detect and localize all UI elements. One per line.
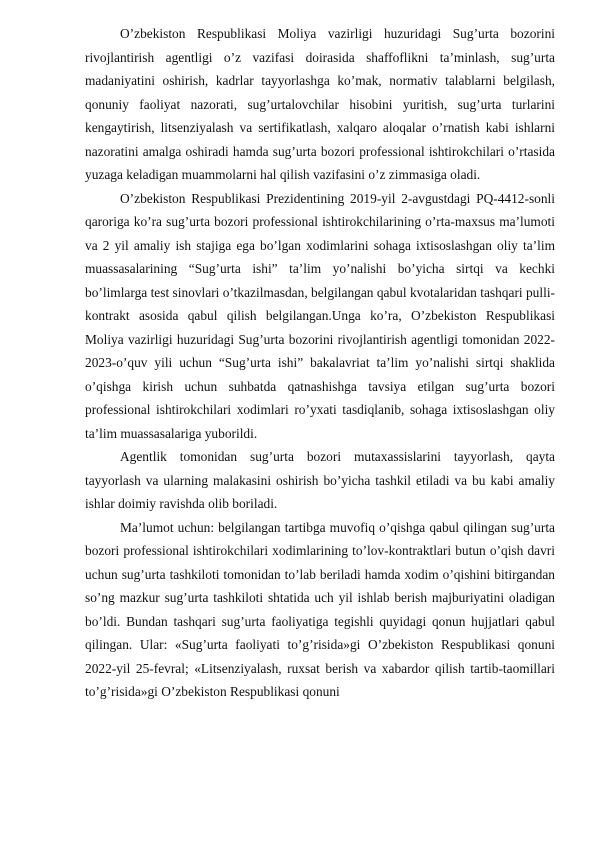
document-page: [85, 22, 555, 704]
paragraph-reference-info: Ma’lumot uchun: belgilangan tartibga muvofiq o’qishga qabul qilingan sug’urta bozori professional ishtirokchilari xodimlarining to’lov-kontraktlari butun o’qish davri uchun sug’urta tashkiloti tomonidan to’lab beriladi hamda xodim o’qishini bitirgandan so’ng mazkur sug’urta tashkiloti shtatida uch yil ishlab berish majburiyatini oladigan bo’ldi. Bundan tashqari sug’urta faoliyatiga tegishli quyidagi qonun hujjatlari qabul qilingan. Ular: «Sug’urta faoliyati to’g’risida»gi O’zbekiston Respublikasi qonuni 2022-yil 25-fevral; «Litsenziyalash, ruxsat berish va xabardor qilish tartib-taomillari to’g’risida»gi O’zbekiston Respublikasi qonuni: [85, 519, 555, 699]
paragraph-presidential-decree: O’zbekiston Respublikasi Prezidentining 2019-yil 2-avgustdagi PQ-4412-sonli qaroriga ko’ra sug’urta bozori professional ishtirokchilarining o’rta-maxsus ma’lumoti va 2 yil amaliy ish stajiga ega bo’lgan xodimlarini sohaga ixtisoslashgan oliy ta’lim muassasalarining “Sug’urta ishi” ta’lim yo’nalishi bo’yicha sirtqi va kechki bo’limlarga test sinovlari o’tkazilmasdan, belgilangan qabul kvotalaridan tashqari pulli-kontrakt asosida qabul qilish belgilangan.Unga ko’ra, O’zbekiston Respublikasi Moliya vazirligi huzuridagi Sug’urta bozorini rivojlantirish agentligi tomonidan 2022-2023-o’quv yili uchun “Sug’urta ishi” bakalavriat ta’lim yo’nalishi sirtqi shaklida o’qishga kirish uchun suhbatda qatnashishga tavsiya etilgan sug’urta bozori professional ishtirokchilari xodimlari ro’yxati tasdiqlanib, sohaga ixtisoslashgan oliy ta’lim muassasalariga yuborildi.: [85, 190, 555, 441]
paragraph-training: Agentlik tomonidan sug’urta bozori mutaxassislarini tayyorlash, qayta tayyorlash va ularning malakasini oshirish bo’yicha tashkil etiladi va bu kabi amaliy ishlar doimiy ravishda olib boriladi.: [85, 449, 555, 511]
paragraph-agency-duties: O’zbekiston Respublikasi Moliya vazirligi huzuridagi Sug’urta bozorini rivojlantirish agentligi o’z vazifasi doirasida shaffoflikni ta’minlash, sug’urta madaniyatini oshirish, kadrlar tayyorlashga ko’mak, normativ talablarni belgilash, qonuniy faoliyat nazorati, sug’urtalovchilar hisobini yuritish, sug’urta turlarini kengaytirish, litsenziyalash va sertifikatlash, xalqaro aloqalar o’rnatish kabi ishlarni nazoratini amalga oshiradi hamda sug’urta bozori professional ishtirokchilari o’rtasida yuzaga keladigan muammolarni hal qilish vazifasini o’z zimmasiga oladi.: [85, 26, 555, 182]
